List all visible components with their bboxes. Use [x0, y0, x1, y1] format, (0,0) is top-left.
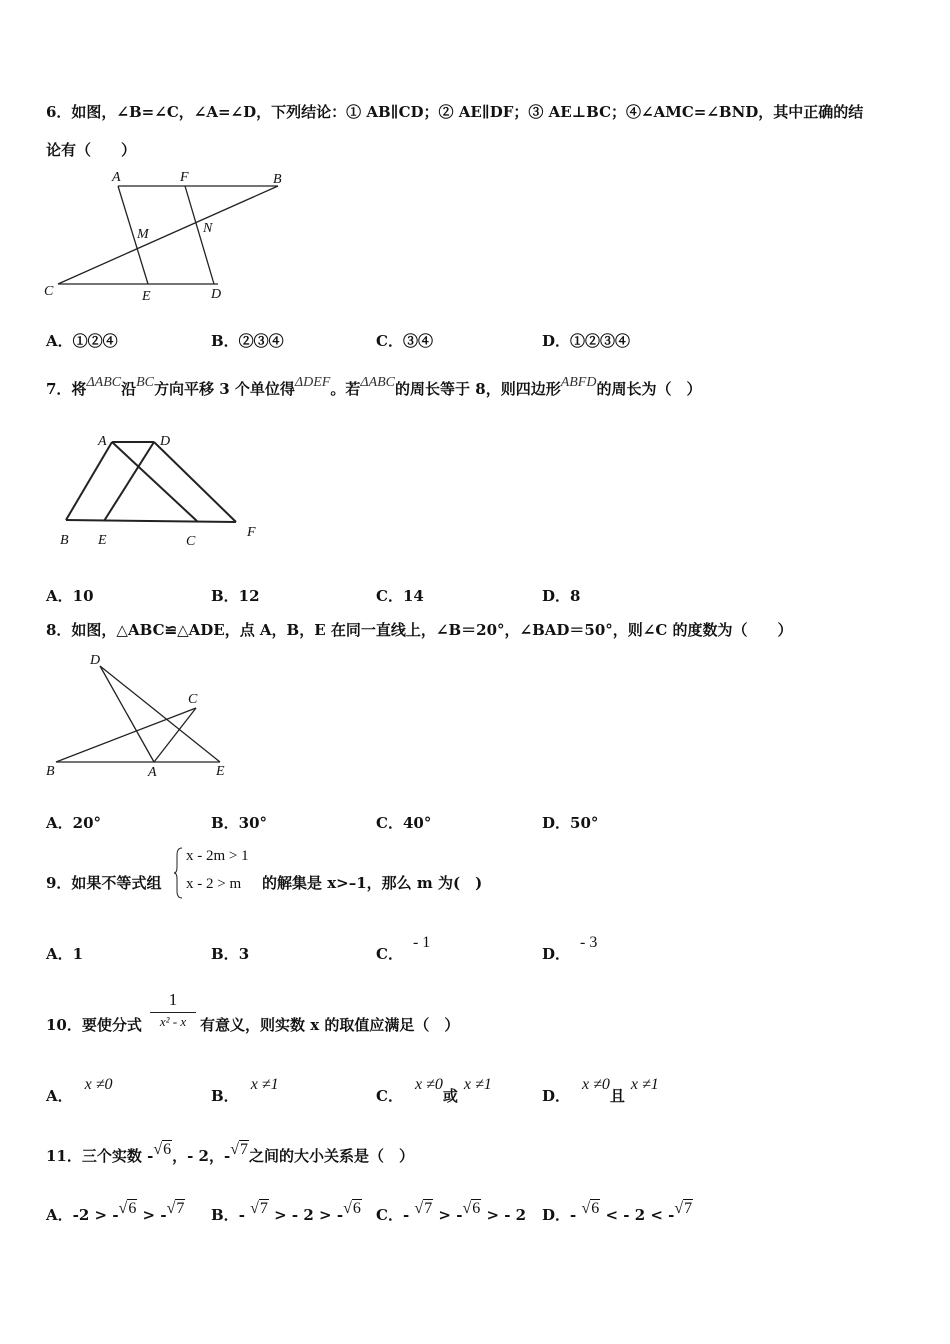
q7-stem: 7．将ΔABC沿BC方向平移 3 个单位得ΔDEF。若ΔABC的周长等于 8，则四边形ABFD的周长为（ ）	[46, 375, 702, 398]
q8-option-d[interactable]: D．50°	[542, 814, 599, 832]
q6-label-E: E	[142, 289, 151, 304]
q9-prefix: 9．如果不等式组	[46, 874, 162, 892]
q8-label-D: D	[90, 653, 101, 668]
q6-label-C: C	[44, 284, 54, 299]
q11-option-a[interactable]: A．-2 > -√6 > -√7	[46, 1200, 185, 1224]
q7-option-b[interactable]: B．12	[211, 587, 260, 605]
q6-label-F: F	[180, 170, 189, 185]
q10-option-c[interactable]: C．x ≠0或x ≠1	[376, 1076, 492, 1105]
q7-line-DE	[104, 442, 154, 521]
q9-option-d[interactable]: D．- 3	[542, 934, 598, 963]
q7-option-a[interactable]: A．10	[46, 587, 94, 605]
q7-label-F: F	[247, 525, 256, 540]
q6-label-B: B	[273, 172, 282, 187]
q10-numerator: 1	[168, 990, 178, 1009]
q8-option-b[interactable]: B．30°	[211, 814, 268, 832]
q10-suffix: 有意义，则实数 x 的取值应满足（ ）	[200, 1016, 460, 1034]
q8-line-DE	[100, 666, 220, 762]
q8-label-B: B	[46, 764, 55, 779]
q11-sqrt-6: √6	[153, 1141, 172, 1158]
q8-label-E: E	[216, 764, 225, 779]
q7-label-C: C	[186, 534, 196, 549]
q8-stem: 8．如图，△ABC≌△ADE，点 A，B，E 在同一直线上，∠B＝20°，∠BAD＝50°，则∠C 的度数为（ ）	[46, 621, 793, 639]
q9-option-b[interactable]: B．3	[211, 945, 250, 963]
q6-figure	[40, 168, 300, 308]
q7-label-D: D	[160, 434, 171, 449]
q7-label-B: B	[60, 533, 69, 548]
q10-option-a[interactable]: A．x ≠0	[46, 1076, 113, 1105]
q10-option-b[interactable]: B．x ≠1	[211, 1076, 279, 1105]
q6-label-N: N	[203, 221, 213, 236]
q9-suffix: 的解集是 x>–1，那么 m 为( )	[262, 874, 483, 892]
q8-line-DA	[100, 666, 154, 762]
q6-option-a[interactable]: A．①②④	[46, 332, 118, 350]
q10-denominator: x² - x	[159, 1014, 187, 1029]
q10-fraction	[150, 990, 196, 1031]
q6-option-d[interactable]: D．①②③④	[542, 332, 631, 350]
q8-label-C: C	[188, 692, 198, 707]
q9-option-c[interactable]: C．- 1	[376, 934, 431, 963]
q7-figure	[46, 428, 276, 558]
q8-label-A: A	[148, 765, 157, 780]
q6-label-M: M	[137, 227, 149, 242]
q8-figure	[40, 648, 250, 788]
q10-option-d[interactable]: D．x ≠0且x ≠1	[542, 1076, 659, 1105]
q7-label-A: A	[98, 434, 107, 449]
q8-option-a[interactable]: A．20°	[46, 814, 102, 832]
q9-brace	[174, 847, 184, 899]
q7-line-BF	[66, 520, 236, 522]
q7-line-AC	[112, 442, 198, 522]
q7-option-d[interactable]: D．8	[542, 587, 581, 605]
q7-line-AB	[66, 442, 112, 520]
q6-option-c[interactable]: C．③④	[376, 332, 433, 350]
q7-label-E: E	[98, 533, 107, 548]
q9-option-a[interactable]: A．1	[46, 945, 84, 963]
q6-stem-line2: 论有（ ）	[46, 141, 137, 159]
q6-option-b[interactable]: B．②③④	[211, 332, 284, 350]
q6-label-D: D	[211, 287, 222, 302]
q8-option-c[interactable]: C．40°	[376, 814, 432, 832]
q11-sqrt-7: √7	[230, 1141, 249, 1158]
q7-line-DF	[154, 442, 236, 522]
q6-stem-line1: 6．如图，∠B=∠C，∠A=∠D，下列结论：① AB∥CD；② AE∥DF；③ AE⊥BC；④∠AMC=∠BND，其中正确的结	[46, 103, 864, 121]
q11-option-d[interactable]: D．- √6 < - 2 < -√7	[542, 1200, 693, 1224]
q11-option-c[interactable]: C．- √7 > -√6 > - 2	[376, 1200, 527, 1224]
q11-option-b[interactable]: B．- √7 > - 2 > -√6	[211, 1200, 361, 1224]
q10-prefix: 10．要使分式	[46, 1016, 142, 1034]
q6-line-CB	[58, 186, 278, 284]
q9-system-line1: x - 2m > 1	[186, 848, 249, 864]
q7-option-c[interactable]: C．14	[376, 587, 424, 605]
q11-stem: 11．三个实数 -√6，- 2，-√7之间的大小关系是（ ）	[46, 1141, 415, 1165]
q9-system-line2: x - 2 > m	[186, 876, 242, 892]
q6-label-A: A	[112, 170, 121, 185]
